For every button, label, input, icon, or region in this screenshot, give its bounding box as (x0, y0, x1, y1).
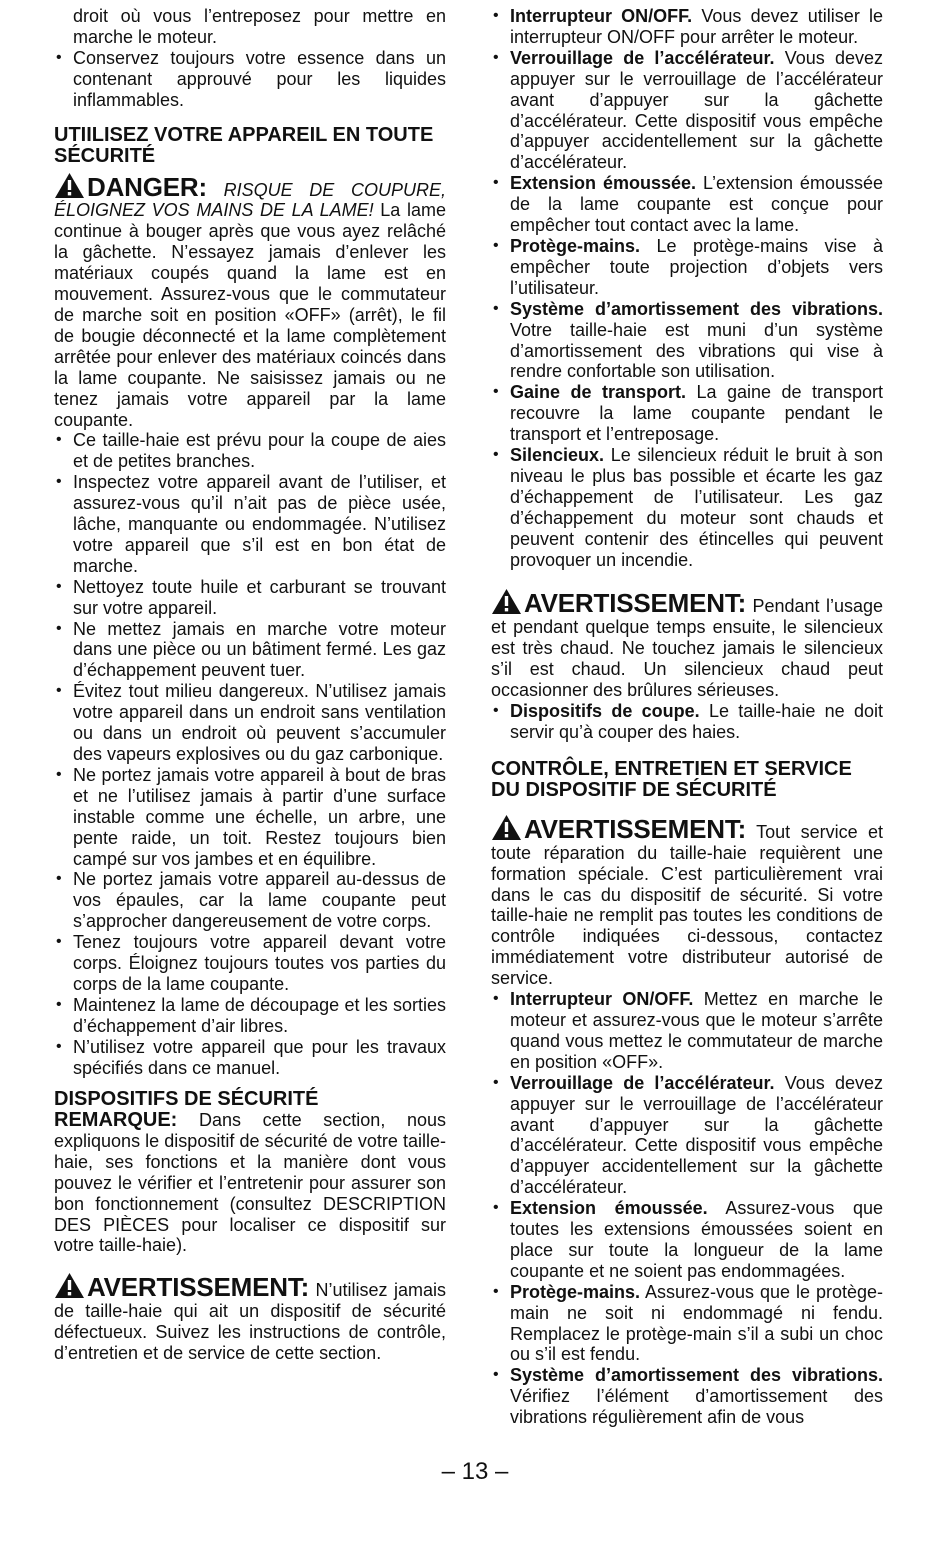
item-label: Système d’amortissement des vibrations. (510, 1365, 883, 1386)
list-item-text: Nettoyez toute huile et carburant se trouvant sur votre appareil. (73, 576, 446, 618)
item-text: Vérifiez l’élément d’amortissement des vibrations régulièrement afin de vous (510, 1386, 883, 1428)
warning-word: AVERTISSEMENT: (524, 813, 747, 844)
warning-text: Tout service et toute réparation du taille-haie requièrent une formation spéciale. C’est particulièrement vrai dans le cas du dispositif de sécurité. Si votre taille-haie ne remplit pas toutes les conditions de contrôle indiquées ci-dessous, contactez immédiatement votre distributeur autorisé de service. (491, 821, 883, 989)
list-item (54, 765, 446, 870)
list-item-text: Ne portez jamais votre appareil au-dessus de vos épaules, car la lame coupante peut s’approcher dangereusement de votre corps. (73, 869, 446, 932)
list-item (54, 577, 446, 619)
list-item (54, 6, 446, 48)
warning-text: Pendant l’usage et pendant quelque temps ensuite, le silencieux est très chaud. Ne touchez jamais le silencieux s’il est chaud. Un silencieux chaud peut occasionner des brûlures sérieuses. (491, 596, 883, 701)
list-item (491, 1073, 883, 1198)
danger-word: DANGER: (87, 171, 207, 202)
item-label: Dispositifs de coupe. (510, 701, 700, 721)
item-text: La gaine de transport recouvre la lame coupante pendant le transport et l’entreposage. (510, 382, 883, 445)
item-text: Vous devez appuyer sur le verrouillage de l’accélérateur avant d’appuyer sur la gâchette d’accélérateur. Cette dispositif vous empêche d’appuyer accidentellement sur la gâchette d’accélérateur. (510, 47, 883, 173)
note-text: Dans cette section, nous expliquons le dispositif de sécurité de votre taille-haie, ses fonctions et la manière dont vous pouvez le vérifier et l’entretenir pour assurer son bon fonctionnement (consultez DESCRIPTION DES PIÈCES pour localiser ce dispositif sur votre taille-haie). (54, 1110, 446, 1256)
list-item-text: droit où vous l’entreposez pour mettre en marche le moteur. (73, 6, 446, 47)
item-label: Extension émoussée. (510, 173, 696, 194)
list-item-text: Tenez toujours votre appareil devant votre corps. Éloignez toujours toutes vos parties du corps de la lame coupante. (73, 932, 446, 994)
list-item (491, 299, 883, 383)
list-item-text: Conservez toujours votre essence dans un contenant approuvé pour les liquides inflammables. (73, 47, 446, 110)
list-item-text: Ne portez jamais votre appareil à bout de bras et ne l’utilisez jamais à partir d’une surface instable comme une échelle, un arbre, une pente raide, un toit. Restez toujours bien campé sur vos jambes et en équilibre. (73, 764, 446, 869)
warning-notice-service (491, 814, 883, 989)
section-heading-control: CONTRÔLE, ENTRETIEN ET SERVICE DU DISPOSITIF DE SÉCURITÉ (491, 757, 852, 802)
list-item (54, 1037, 446, 1079)
list-item (491, 382, 883, 445)
list-item (54, 430, 446, 472)
list-item-text: Ne mettez jamais en marche votre moteur dans une pièce ou un bâtiment fermé. Les gaz d’échappement peuvent tuer. (73, 618, 446, 681)
danger-notice (54, 172, 446, 431)
item-text: Mettez en marche le moteur et assurez-vous que le moteur s’arrête quand vous mettez le commutateur de marche en position «OFF». (510, 989, 883, 1072)
list-item (491, 1282, 883, 1366)
item-label: Interrupteur ON/OFF. (510, 989, 694, 1010)
list-item (491, 48, 883, 173)
list-item-text: Évitez tout milieu dangereux. N’utilisez jamais votre appareil dans un endroit sans ventilation ou dans un endroit où peuvent s’accumuler des vapeurs explosives ou du gaz carbonique. (73, 681, 446, 764)
item-text: Votre taille-haie est muni d’un système d’amortissement des vibrations qui vise à rendre confortable son utilisation. (510, 319, 883, 382)
item-label: Interrupteur ON/OFF. (510, 6, 693, 26)
safe-use-list (54, 430, 446, 1078)
item-label: Verrouillage de l’accélérateur. (510, 1072, 775, 1093)
intro-list (54, 6, 446, 111)
list-item (54, 995, 446, 1037)
list-item-text: N’utilisez votre appareil que pour les travaux spécifiés dans ce manuel. (73, 1036, 446, 1078)
cut-list (491, 701, 883, 743)
item-text: Le protège-mains vise à empêcher toute projection d’objets vers l’utilisateur. (510, 235, 883, 298)
item-text: L’extension émoussée de la lame coupante est conçue pour empêcher tout contact avec la lame. (510, 173, 883, 236)
list-item (491, 236, 883, 299)
warning-triangle-icon (54, 1272, 85, 1299)
item-label: Verrouillage de l’accélérateur. (510, 47, 775, 68)
section-heading-safe-use: UTIILISEZ VOTRE APPAREIL EN TOUTE SÉCURITÉ (54, 123, 434, 168)
item-text: Le taille-haie ne doit servir qu’à couper des haies. (510, 701, 883, 742)
list-item-text: Maintenez la lame de découpage et les sorties d’échappement d’air libres. (73, 994, 446, 1036)
warning-triangle-icon (491, 814, 522, 841)
item-text: Vous devez appuyer sur le verrouillage de l’accélérateur avant d’appuyer sur la gâchette d’accélérateur. Cette dispositif vous empêche d’appuyer accidentellement sur la gâchette d’accélérateur. (510, 1072, 883, 1198)
list-item (54, 48, 446, 111)
warning-notice-silencer (491, 588, 883, 701)
list-item (54, 869, 446, 932)
danger-text: La lame continue à bouger après que vous ayez relâché la gâchette. N’essayez jamais d’enlever les matériaux coupés quand la lame est en mouvement. Assurez-vous que le commutateur de marche soit en position «OFF» (arrêt), le fil de bougie déconnecté et la lame complètement arrêtée pour enlever des matériaux coincés dans la lame coupante. Ne saisissez jamais ou ne tenez jamais votre appareil par la lame coupante. (54, 200, 446, 430)
right-column (491, 6, 883, 1428)
list-item (54, 932, 446, 995)
list-item (54, 681, 446, 765)
page-number: – 13 – (441, 1458, 509, 1485)
list-item-text: Inspectez votre appareil avant de l’utiliser, et assurez-vous qu’il n’ait pas de pièce usée, lâche, manquante ou endommagée. N’utilisez votre appareil que s’il est en bon état de marche. (73, 472, 446, 576)
warning-word: AVERTISSEMENT: (524, 588, 747, 619)
item-label: Protège-mains. (510, 235, 641, 256)
item-text: Assurez-vous que le protège-main ne soit ni endommagé ni fendu. Remplacez le protège-main s’il a subi un choc ou s’il est fendu. (510, 1281, 883, 1365)
item-text: Assurez-vous que toutes les extensions émoussées soient en place sur toute la longueur de la lame coupante et ne soient pas endommagées. (510, 1198, 883, 1281)
list-item-text: Ce taille-haie est prévu pour la coupe de aies et de petites branches. (73, 430, 446, 472)
section-heading-devices: DISPOSITIFS DE SÉCURITÉ (54, 1087, 319, 1110)
list-item (491, 445, 883, 570)
list-item (491, 6, 883, 48)
danger-italic: RISQUE DE COUPURE, ÉLOIGNEZ VOS MAINS DE LA LAME! (54, 179, 446, 221)
item-label: Protège-mains. (510, 1281, 641, 1302)
list-item (491, 701, 883, 743)
note-label: REMARQUE: (54, 1109, 178, 1131)
item-label: Système d’amortissement des vibrations. (510, 298, 883, 319)
warning-triangle-icon (54, 172, 85, 199)
list-item (491, 1198, 883, 1282)
warning-triangle-icon (491, 588, 522, 615)
left-column (54, 6, 446, 1364)
item-label: Extension émoussée. (510, 1198, 708, 1219)
item-text: Le silencieux réduit le bruit à son niveau le plus bas possible et écarte les gaz d’échappement de l’utilisateur. Les gaz d’échappement du moteur sont chauds et peuvent contenir des étincelles qui peuvent provoquer un incendie. (510, 445, 883, 570)
list-item (54, 472, 446, 577)
note-paragraph (54, 1110, 446, 1256)
list-item (491, 173, 883, 236)
warning-word: AVERTISSEMENT: (87, 1272, 310, 1303)
item-label: Gaine de transport. (510, 382, 686, 403)
list-item (491, 989, 883, 1073)
warning-notice (54, 1272, 446, 1364)
control-list (491, 989, 883, 1428)
warning-text: N’utilisez jamais de taille-haie qui ait un dispositif de sécurité défectueux. Suivez les instructions de contrôle, d’entretien et de service de cette section. (54, 1280, 446, 1364)
item-text: Vous devez utiliser le interrupteur ON/OFF pour arrêter le moteur. (510, 6, 883, 47)
item-label: Silencieux. (510, 445, 605, 466)
list-item (54, 619, 446, 682)
device-list (491, 6, 883, 570)
list-item (491, 1365, 883, 1428)
